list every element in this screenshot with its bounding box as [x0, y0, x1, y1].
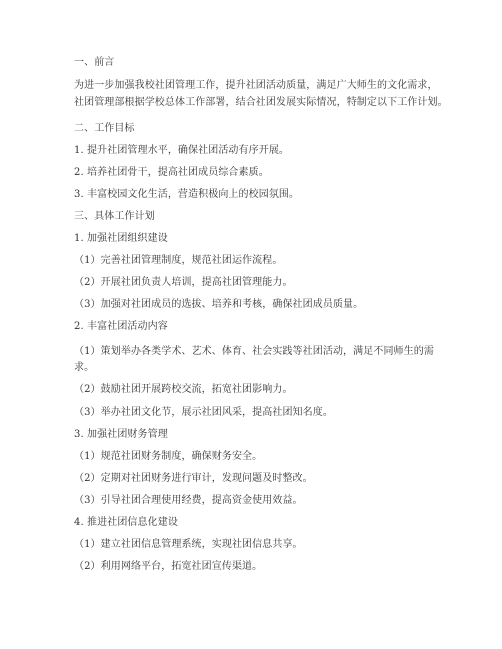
section-heading-plan: 三、具体工作计划 [74, 211, 155, 222]
plan-subheading: 3. 加强社团财务管理 [74, 429, 168, 440]
plan-item: （3）引导社团合理使用经费，提高资金使用效益。 [74, 495, 303, 506]
plan-subheading: 2. 丰富社团活动内容 [74, 321, 168, 332]
plan-item: （2）定期对社团财务进行审计，发现问题及时整改。 [74, 473, 313, 484]
plan-item: （1）策划举办各类学术、艺术、体育、社会实践等社团活动，满足不同师生的需 [74, 346, 434, 357]
plan-item-continuation: 求。 [74, 362, 95, 373]
plan-item: （2）利用网络平台，拓宽社团宣传渠道。 [74, 561, 263, 572]
goal-item: 1. 提升社团管理水平，确保社团活动有序开展。 [74, 145, 290, 156]
goal-item: 2. 培养社团骨干，提高社团成员综合素质。 [74, 167, 269, 178]
plan-subheading: 1. 加强社团组织建设 [74, 233, 168, 244]
plan-subheading: 4. 推进社团信息化建设 [74, 517, 178, 528]
plan-item: （3）加强对社团成员的选拔、培养和考核，确保社团成员质量。 [74, 299, 364, 310]
section-heading-goals: 二、工作目标 [74, 123, 135, 134]
plan-item: （2）开展社团负责人培训，提高社团管理能力。 [74, 277, 293, 288]
plan-item: （1）完善社团管理制度，规范社团运作流程。 [74, 255, 283, 266]
preface-paragraph-line: 为进一步加强我校社团管理工作，提升社团活动质量，满足广大师生的文化需求， [74, 80, 438, 91]
plan-item: （1）建立社团信息管理系统，实现社团信息共享。 [74, 539, 303, 550]
plan-item: （2）鼓励社团开展跨校交流，拓宽社团影响力。 [74, 384, 293, 395]
plan-item: （1）规范社团财务制度，确保财务安全。 [74, 451, 263, 462]
goal-item: 3. 丰富校园文化生活，营造积极向上的校园氛围。 [74, 189, 300, 200]
section-heading-preface: 一、前言 [74, 57, 115, 68]
plan-item: （3）举办社团文化节，展示社团风采，提高社团知名度。 [74, 407, 333, 418]
preface-paragraph-line: 社团管理部根据学校总体工作部署，结合社团发展实际情况，特制定以下工作计划。 [74, 97, 448, 108]
